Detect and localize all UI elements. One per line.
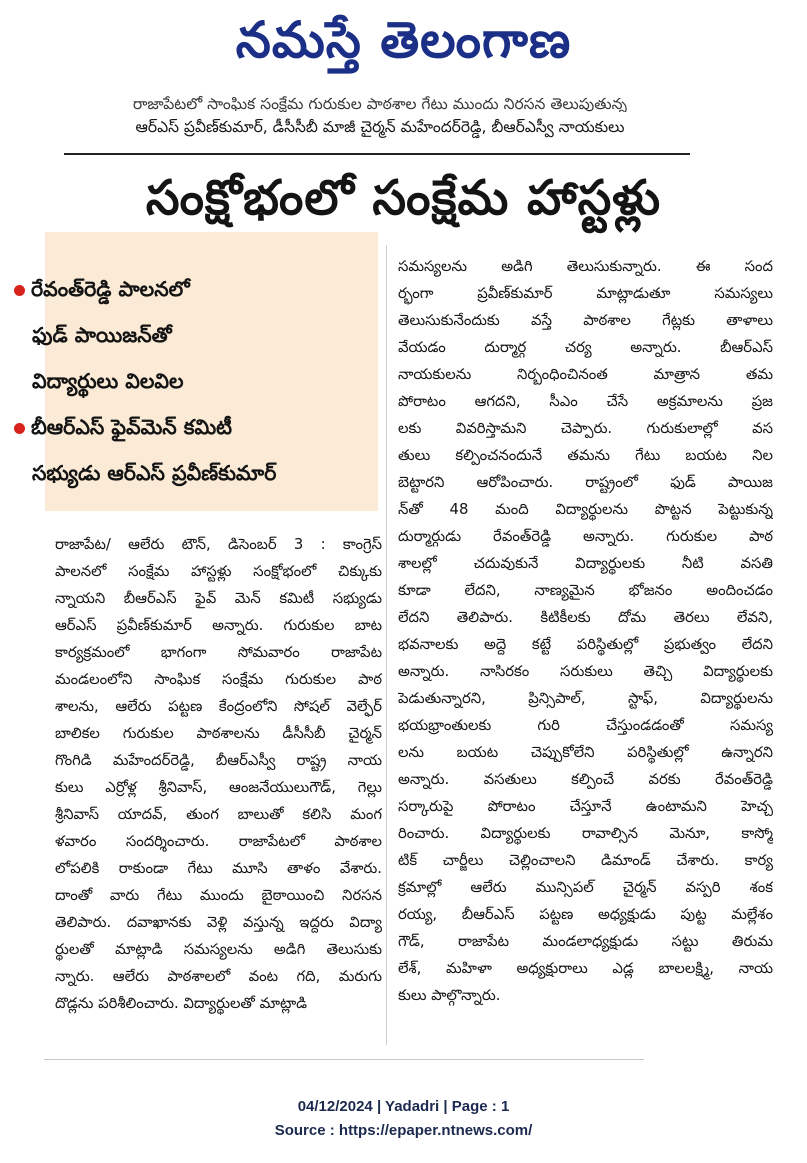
body-text-line: దుర్మార్గుడు రేవంత్‌రెడ్డి అన్నారు. గురుకుల పాఠ (398, 528, 773, 545)
body-text-line: లోపలికి రాకుండా గేటు మూసి తాళం వేశారు. (55, 860, 382, 877)
article-headline: సంక్షోభంలో సంక్షేమ హాస్టళ్లు (145, 170, 662, 226)
body-text-line: కులు ఎర్రోళ్ల శ్రీనివాస్, ఆంజనేయులుగౌడ్, గెల్లు (55, 779, 382, 796)
caption-line-1: రాజాపేటలో సాంఘిక సంక్షేమ గురుకుల పాఠశాల గేటు ముందు నిరసన తెలుపుతున్న (132, 95, 628, 112)
red-bullet-icon (14, 423, 25, 434)
body-text-line: కులు పాల్గొన్నారు. (398, 987, 501, 1004)
body-text-line: కూడా లేదని, నాణ్యమైన భోజనం అందించడం (398, 582, 773, 599)
body-text-line: రించారు. విద్యార్థులకు రావాల్సిన మెనూ, కాస్మో (398, 825, 773, 842)
body-text-line: బెట్టారని ఆరోపించారు. రాష్ట్రంలో ఫుడ్ పాయిజ (398, 474, 773, 491)
highlight-1-line-2: ఫుడ్ పాయిజన్‌తో (32, 323, 172, 347)
body-text-line: న్‌తో 48 మంది విద్యార్థులను పొట్టన పెట్టుకున్న (398, 501, 773, 518)
body-text-line: లను బయట చెప్పుకోలేని పరిస్థితుల్లో ఉన్నారని (398, 744, 773, 761)
red-bullet-icon (14, 285, 25, 296)
highlight-1-line-1: రేవంత్‌రెడ్డి పాలనలో (31, 277, 190, 301)
column-divider (386, 245, 387, 1045)
article-bottom-rule (44, 1059, 644, 1060)
body-text-line: మండలంలోని సాంఘిక సంక్షేమ గురుకుల పాఠ (55, 671, 382, 688)
body-text-line: తెలుసుకునేందుకు వస్తే పాఠశాల గేట్లకు తాళాలు (398, 312, 773, 329)
body-text-line: వేయడం దుర్మార్గ చర్య అన్నారు. బీఆర్ఎస్ (398, 339, 773, 356)
photo-caption (60, 96, 700, 142)
body-text-line: పాలనలో సంక్షేమ హాస్టళ్లు సంక్షోభంలో చిక్కుకు (55, 563, 382, 580)
edition-info: 04/12/2024 | Yadadri | Page : 1 (297, 1098, 510, 1115)
body-text-line: నాయకులను నిర్బంధించినంత మాత్రాన తమ (398, 366, 773, 383)
body-text-line: లకు వివరిస్తామని చెప్పారు. గురుకులాల్లో వస (398, 420, 773, 437)
body-text-line: దాంతో వారు గేటు ముందు బైఠాయించి నిరసన (55, 887, 382, 904)
body-text-line: ఆర్ఎస్ ప్రవీణ్‌కుమార్ అన్నారు. గురుకుల బాట (55, 617, 382, 634)
body-text-line: బాలికల గురుకుల పాఠశాలను డీసీసీబీ చైర్మన్ (55, 725, 382, 742)
highlight-2-line-2: సభ్యుడు ఆర్ఎస్ ప్రవీణ్‌కుమార్ (32, 461, 277, 485)
body-text-line: కార్యక్రమంలో భాగంగా సోమవారం రాజాపేట (55, 644, 382, 661)
article-body-right-column (398, 253, 773, 1009)
body-text-line: దొడ్లను పరిశీలించారు. విద్యార్థులతో మాట్లాడి (55, 995, 308, 1012)
body-text-line: టిక్ చార్జీలు చెల్లించాలని డిమాండ్ చేశారు. కార్య (398, 852, 773, 869)
body-text-line: గౌడ్, రాజాపేట మండలాధ్యక్షుడు సట్టు తిరుమ (398, 933, 773, 950)
body-text-line: అన్నారు. నాసిరకం సరుకులు తెచ్చి విద్యార్థులకు (398, 663, 773, 680)
highlight-2-line-1: బీఆర్ఎస్ ఫైవ్‌మెన్ కమిటీ (31, 415, 233, 439)
body-text-line: క్రమాల్లో ఆలేరు మున్సిపల్ చైర్మన్ వస్పరి శంక (398, 879, 773, 896)
newspaper-masthead: నమస్తే తెలంగాణ (235, 11, 572, 69)
body-text-line: శ్రీనివాస్ యాదవ్, తుంగ బాలుతో కలిసి మంగ (55, 806, 382, 823)
body-text-line: ర్భంగా ప్రవీణ్‌కుమార్ మాట్లాడుతూ సమస్యలు (398, 285, 773, 302)
body-text-line: గొంగిడి మహేందర్‌రెడ్డి, బీఆర్ఎస్వీ రాష్ట్ర నాయ (55, 752, 382, 769)
body-text-line: సమస్యలను అడిగి తెలుసుకున్నారు. ఈ సంద (398, 258, 773, 275)
body-text-line: భవనాలకు అద్దె కట్టే పరిస్థితుల్లో ప్రభుత్వం లేదని (398, 636, 773, 653)
body-text-line: రయ్య, బీఆర్ఎస్ పట్టణ అధ్యక్షుడు పుట్ట మల్లేశం (398, 906, 773, 923)
body-text-line: న్నాయని బీఆర్ఎస్ ఫైవ్ మెన్ కమిటీ సభ్యుడు (55, 590, 382, 607)
body-text-line: పోరాటం ఆగదని, సీఎం చేసే అక్రమాలను ప్రజ (398, 393, 773, 410)
body-text-line: సర్కారుపై పోరాటం చేస్తూనే ఉంటామని హెచ్చ (398, 798, 773, 815)
caption-divider (64, 153, 690, 155)
body-text-line: న్నారు. ఆలేరు పాఠశాలలో వంట గది, మరుగు (55, 968, 382, 985)
body-text-line: తెలిపారు. దవాఖానకు వెళ్లి వస్తున్న ఇద్దరు విద్యా (55, 914, 382, 931)
body-text-line: లేదని తెలిపారు. కిటికీలకు దోమ తెరలు లేవని, (398, 609, 773, 626)
highlight-1-line-3: విద్యార్థులు విలవిల (32, 369, 184, 393)
body-text-line: ళవారం సందర్శించారు. రాజాపేటలో పాఠశాల (55, 833, 382, 850)
body-text-line: తులు కల్పించనందునే తమను గేటు బయట నిల (398, 447, 773, 464)
source-link[interactable]: Source : https://epaper.ntnews.com/ (274, 1122, 533, 1139)
body-text-line: ర్థులతో మాట్లాడి సమస్యలను అడిగి తెలుసుకు (55, 941, 382, 958)
body-text-line: లేశ్, మహిళా అధ్యక్షురాలు ఎడ్ల బాలలక్ష్మి, నాయ (398, 960, 773, 977)
caption-line-2: ఆర్ఎస్ ప్రవీణ్‌కుమార్, డీసీసీబీ మాజీ చైర్మన్ మహేందర్‌రెడ్డి, బీఆర్ఎస్వీ నాయకులు (135, 118, 625, 136)
body-text-line: శాలను, ఆలేరు పట్టణ కేంద్రంలోని సోషల్ వెల్ఫేర్ (55, 698, 382, 715)
article-body-left-column (55, 531, 382, 1017)
body-text-line: భయభ్రాంతులకు గురి చేస్తుండడంతో సమస్య (398, 717, 773, 734)
body-text-line: శాలల్లో చదువుకునే విద్యార్థులకు నీటి వసతి (398, 555, 773, 572)
body-text-line: పెడుతున్నారని, ప్రిన్సిపాల్, స్టాఫ్, విద్యార్థులను (398, 690, 773, 707)
body-text-line: అన్నారు. వసతులు కల్పించే వరకు రేవంత్‌రెడ్డి (398, 771, 773, 788)
body-text-line: రాజాపేట/ ఆలేరు టౌన్, డిసెంబర్ 3 : కాంగ్రెస్ (55, 536, 382, 553)
